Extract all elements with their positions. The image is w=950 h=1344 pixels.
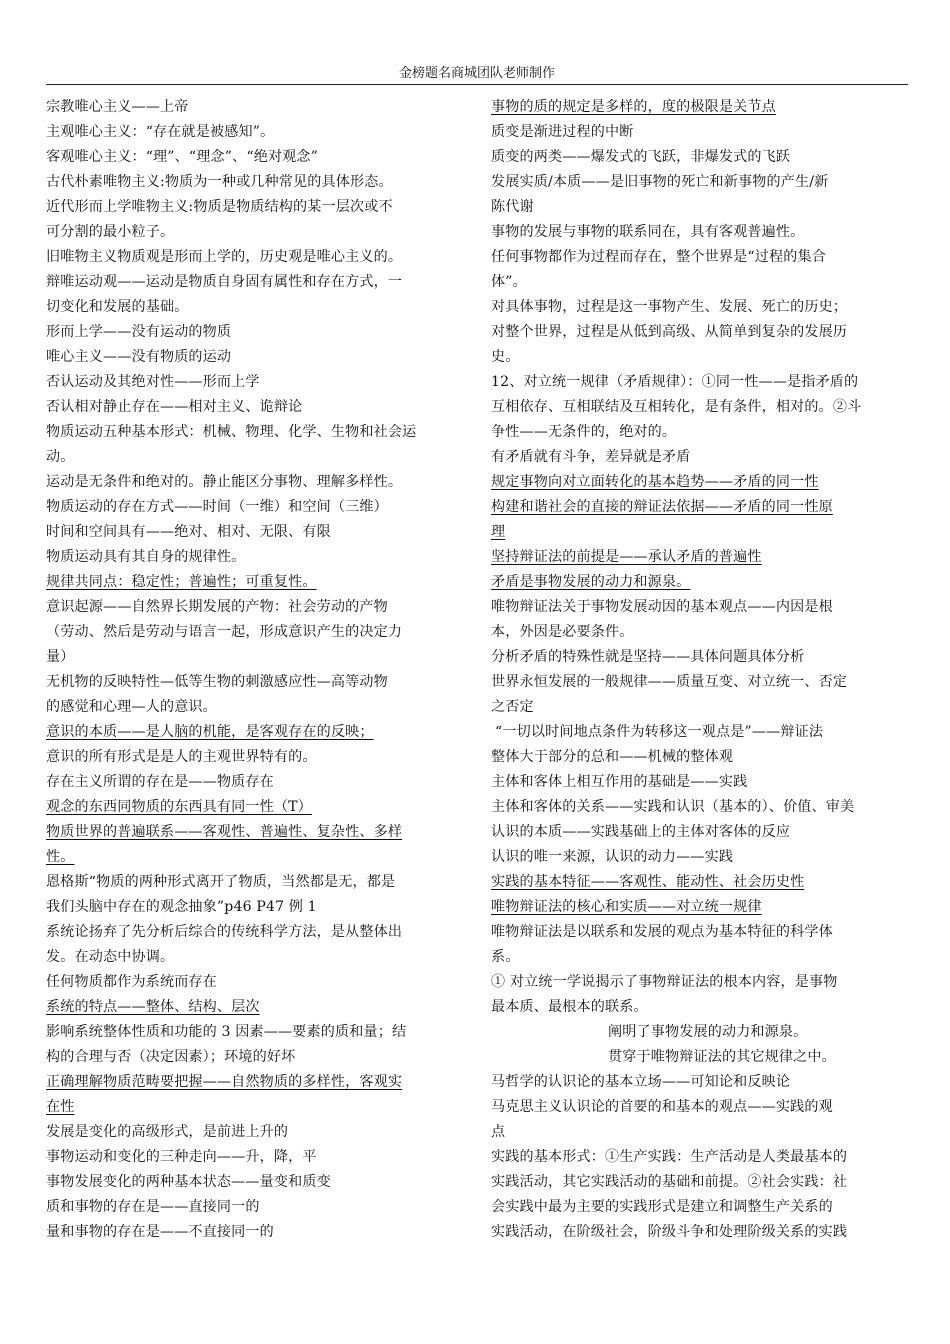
text-line: 无机物的反映特性—低等生物的刺激感应性—高等动物 bbox=[46, 674, 388, 690]
text-line: 实践的基本形式：①生产实践：生产活动是人类最基本的 bbox=[491, 1149, 848, 1165]
text-line: 规定事物向对立面转化的基本趋势——矛盾的同一性 bbox=[491, 474, 819, 490]
text-line: 陈代谢 bbox=[491, 199, 534, 215]
text-line: 的感觉和心理—人的意识。 bbox=[46, 699, 217, 715]
text-line: 本，外因是必要条件。 bbox=[491, 624, 634, 640]
text-line: 对整个世界，过程是从低到高级、从简单到复杂的发展历 bbox=[491, 324, 848, 340]
text-line: 形而上学——没有运动的物质 bbox=[46, 324, 232, 340]
text-line: 量） bbox=[46, 649, 75, 665]
text-line: 有矛盾就有斗争，差异就是矛盾 bbox=[491, 449, 691, 465]
text-line: 整体大于部分的总和——机械的整体观 bbox=[491, 749, 734, 765]
text-line: 互相依存、互相联结及互相转化，是有条件，相对的。②斗 bbox=[491, 399, 862, 415]
text-line: 质变的两类——爆发式的飞跃，非爆发式的飞跃 bbox=[491, 149, 791, 165]
text-line: 古代朴素唯物主义:物质为一种或几种常见的具体形态。 bbox=[46, 174, 393, 190]
text-line: 发展实质/本质——是旧事物的死亡和新事物的产生/新 bbox=[491, 174, 829, 190]
text-line: 否认运动及其绝对性——形而上学 bbox=[46, 374, 260, 390]
text-line: 我们头脑中存在的观念抽象”p46 P47 例 1 bbox=[46, 899, 317, 915]
text-line: “一切以时间地点条件为转移这一观点是”——辩证法 bbox=[495, 724, 824, 740]
text-line: （劳动、然后是劳动与语言一起，形成意识产生的决定力 bbox=[46, 624, 403, 640]
text-line: 认识的本质——实践基础上的主体对客体的反应 bbox=[491, 824, 791, 840]
text-line: 争性——无条件的，绝对的。 bbox=[491, 424, 677, 440]
text-line: 12、对立统一规律（矛盾规律）：①同一性——是指矛盾的 bbox=[491, 374, 859, 390]
text-line: 坚持辩证法的前提是——承认矛盾的普遍性 bbox=[491, 549, 762, 565]
text-line: 恩格斯“物质的两种形式离开了物质，当然都是无，都是 bbox=[46, 874, 396, 890]
text-line: 点 bbox=[491, 1124, 506, 1140]
text-line: 正确理解物质范畴要把握——自然物质的多样性，客观实 bbox=[46, 1074, 403, 1090]
text-line: 主体和客体上相互作用的基础是——实践 bbox=[491, 774, 748, 790]
text-line: 理 bbox=[491, 524, 506, 540]
text-line: 史。 bbox=[491, 349, 520, 365]
text-line: 事物的发展与事物的联系同在，具有客观普遍性。 bbox=[491, 224, 805, 240]
text-line: 系统的特点——整体、结构、层次 bbox=[46, 999, 260, 1015]
text-line: 分析矛盾的特殊性就是坚持——具体问题具体分析 bbox=[491, 649, 805, 665]
text-line: 事物发展变化的两种基本状态——量变和质变 bbox=[46, 1174, 331, 1190]
page-header: 金榜题名商城团队老师制作 bbox=[398, 66, 555, 81]
text-line: 性。 bbox=[46, 849, 75, 865]
text-line: 唯物辩证法的核心和实质——对立统一规律 bbox=[491, 899, 762, 915]
header-divider bbox=[46, 84, 908, 85]
text-line: 近代形而上学唯物主义:物质是物质结构的某一层次或不 bbox=[46, 199, 393, 215]
text-line: 贯穿于唯物辩证法的其它规律之中。 bbox=[608, 1049, 836, 1065]
text-line: 之否定 bbox=[491, 699, 534, 715]
text-line: 实践的基本特征——客观性、能动性、社会历史性 bbox=[491, 874, 805, 890]
text-line: 存在主义所谓的存在是——物质存在 bbox=[46, 774, 274, 790]
text-line: 切变化和发展的基础。 bbox=[46, 299, 189, 315]
text-line: 唯物辩证法关于事物发展动因的基本观点——内因是根 bbox=[491, 599, 833, 615]
text-line: 在性 bbox=[46, 1099, 75, 1115]
text-line: 任何事物都作为过程而存在，整个世界是“过程的集合 bbox=[491, 249, 826, 265]
text-line: 最本质、最根本的联系。 bbox=[491, 999, 648, 1015]
text-line: 主观唯心主义：“存在就是被感知”。 bbox=[46, 124, 275, 140]
text-line: 宗教唯心主义——上帝 bbox=[46, 99, 189, 115]
text-line: 马克思主义认识论的首要的和基本的观点——实践的观 bbox=[491, 1099, 833, 1115]
text-line: 否认相对静止存在——相对主义、诡辩论 bbox=[46, 399, 303, 415]
text-line: 矛盾是事物发展的动力和源泉。 bbox=[491, 574, 691, 590]
text-line: 时间和空间具有——绝对、相对、无限、有限 bbox=[46, 524, 331, 540]
text-line: 世界永恒发展的一般规律——质量互变、对立统一、否定 bbox=[491, 674, 848, 690]
text-line: 系统论扬弃了先分析后综合的传统科学方法，是从整体出 bbox=[46, 924, 403, 940]
text-line: 阐明了事物发展的动力和源泉。 bbox=[608, 1024, 808, 1040]
text-line: 动。 bbox=[46, 449, 75, 465]
text-line: 体”。 bbox=[491, 274, 527, 290]
text-line: 客观唯心主义：“理”、“理念”、“绝对观念” bbox=[46, 149, 319, 165]
text-line: 质变是渐进过程的中断 bbox=[491, 124, 634, 140]
text-line: 构的合理与否（决定因素）；环境的好坏 bbox=[46, 1049, 296, 1065]
text-line: 可分割的最小粒子。 bbox=[46, 224, 175, 240]
text-line: 物质世界的普遍联系——客观性、普遍性、复杂性、多样 bbox=[46, 824, 403, 840]
text-line: 实践活动，其它实践活动的基础和前提。②社会实践：社 bbox=[491, 1174, 848, 1190]
text-line: 影响系统整体性质和功能的 3 因素——要素的质和量；结 bbox=[46, 1024, 407, 1040]
text-line: 主体和客体的关系——实践和认识（基本的）、价值、审美 bbox=[491, 799, 855, 815]
text-line: 发展是变化的高级形式，是前进上升的 bbox=[46, 1124, 289, 1140]
text-line: 量和事物的存在是——不直接同一的 bbox=[46, 1224, 274, 1240]
right-column bbox=[491, 95, 909, 1245]
text-line: 运动是无条件和绝对的。静止能区分事物、理解多样性。 bbox=[46, 474, 403, 490]
text-line: 对具体事物，过程是这一事物产生、发展、死亡的历史； bbox=[491, 299, 848, 315]
text-line: 实践活动，在阶级社会，阶级斗争和处理阶级关系的实践 bbox=[491, 1224, 848, 1240]
text-line: 意识的所有形式是是人的主观世界特有的。 bbox=[46, 749, 317, 765]
text-line: 物质运动五种基本形式：机械、物理、化学、生物和社会运 bbox=[46, 424, 417, 440]
text-line: 辩唯运动观——运动是物质自身固有属性和存在方式，一 bbox=[46, 274, 403, 290]
text-line: 认识的唯一来源，认识的动力——实践 bbox=[491, 849, 734, 865]
text-line: 事物运动和变化的三种走向——升，降，平 bbox=[46, 1149, 317, 1165]
text-line: 构建和谐社会的直接的辩证法依据——矛盾的同一性原 bbox=[491, 499, 833, 515]
text-line: 物质运动的存在方式——时间（一维）和空间（三维） bbox=[46, 499, 388, 515]
left-column bbox=[46, 95, 464, 1245]
text-line: 旧唯物主义物质观是形而上学的，历史观是唯心主义的。 bbox=[46, 249, 403, 265]
text-line: 质和事物的存在是——直接同一的 bbox=[46, 1199, 260, 1215]
text-line: 任何物质都作为系统而存在 bbox=[46, 974, 217, 990]
text-line: 事物的质的规定是多样的，度的极限是关节点 bbox=[491, 99, 776, 115]
text-line: 发。在动态中协调。 bbox=[46, 949, 175, 965]
text-line: 规律共同点：稳定性；普遍性；可重复性。 bbox=[46, 574, 317, 590]
text-line: 系。 bbox=[491, 949, 520, 965]
text-line: 唯物辩证法是以联系和发展的观点为基本特征的科学体 bbox=[491, 924, 833, 940]
text-line: 物质运动具有其自身的规律性。 bbox=[46, 549, 246, 565]
text-line: 马哲学的认识论的基本立场——可知论和反映论 bbox=[491, 1074, 791, 1090]
text-line: 意识起源——自然界长期发展的产物：社会劳动的产物 bbox=[46, 599, 388, 615]
text-line: 唯心主义——没有物质的运动 bbox=[46, 349, 232, 365]
text-line: ① 对立统一学说揭示了事物辩证法的根本内容，是事物 bbox=[491, 974, 838, 990]
text-line: 意识的本质——是人脑的机能，是客观存在的反映； bbox=[46, 724, 374, 740]
text-line: 观念的东西同物质的东西具有同一性（T） bbox=[46, 799, 312, 815]
text-line: 会实践中最为主要的实践形式是建立和调整生产关系的 bbox=[491, 1199, 833, 1215]
